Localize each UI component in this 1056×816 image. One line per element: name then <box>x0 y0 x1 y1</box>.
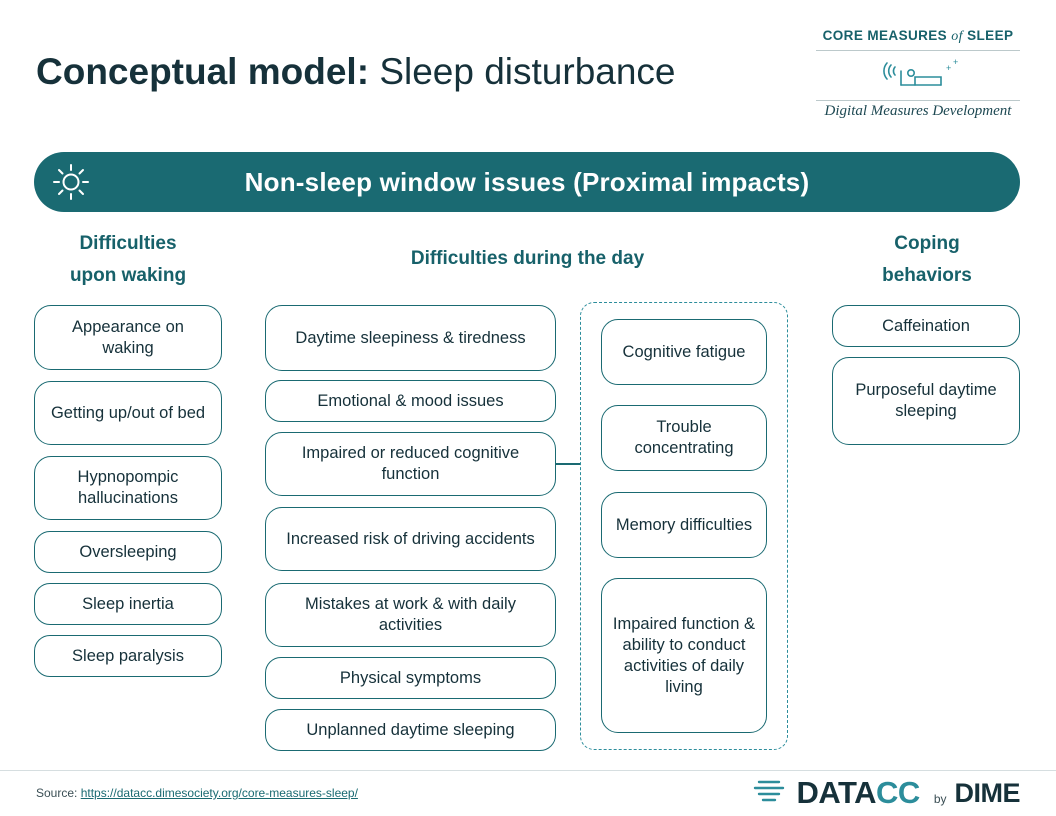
brand-logo-of: of <box>951 29 963 44</box>
footer-by-label: by <box>933 792 947 806</box>
footer-divider <box>0 770 1056 771</box>
column-heading-day: Difficulties during the day <box>410 248 645 269</box>
datacc-data: DATA <box>796 775 877 810</box>
brand-logo-sleep: SLEEP <box>967 28 1014 43</box>
datacc-cc: CC <box>876 775 920 810</box>
column-heading-waking <box>34 228 222 292</box>
item-memory-difficulties[interactable]: Memory difficulties <box>601 492 767 558</box>
svg-text:+: + <box>946 63 952 73</box>
page-title-light: Sleep disturbance <box>379 51 676 92</box>
column-heading-coping-line2: behaviors <box>882 265 972 286</box>
item-daytime-sleepiness-tiredness[interactable]: Daytime sleepiness & tiredness <box>265 305 556 371</box>
item-trouble-concentrating[interactable]: Trouble concentrating <box>601 405 767 471</box>
brand-logo-divider-top <box>816 50 1020 51</box>
page-title <box>36 50 676 94</box>
brand-logo <box>816 28 1020 120</box>
source-line <box>36 786 358 800</box>
item-purposeful-daytime-sleeping[interactable]: Purposeful daytime sleeping <box>832 357 1020 445</box>
item-increased-risk-driving-accidents[interactable]: Increased risk of driving accidents <box>265 507 556 571</box>
item-cognitive-fatigue[interactable]: Cognitive fatigue <box>601 319 767 385</box>
footer-logo <box>749 776 1020 810</box>
connector-line <box>556 463 581 465</box>
item-physical-symptoms[interactable]: Physical symptoms <box>265 657 556 699</box>
column-heading-coping <box>832 228 1022 292</box>
column-heading-waking-line1: Difficulties <box>79 233 177 254</box>
item-hypnopompic-hallucinations[interactable]: Hypnopompic hallucinations <box>34 456 222 520</box>
item-impaired-function-activities-daily-living[interactable]: Impaired function & ability to conduct activities of daily living <box>601 578 767 733</box>
bed-sleep-icon <box>816 53 1020 95</box>
header <box>36 28 1020 128</box>
item-impaired-reduced-cognitive-function[interactable]: Impaired or reduced cognitive function <box>265 432 556 496</box>
item-sleep-inertia[interactable]: Sleep inertia <box>34 583 222 625</box>
item-getting-up-out-of-bed[interactable]: Getting up/out of bed <box>34 381 222 445</box>
column-heading-coping-line1: Coping <box>894 233 960 254</box>
item-unplanned-daytime-sleeping[interactable]: Unplanned daytime sleeping <box>265 709 556 751</box>
section-banner <box>34 152 1020 212</box>
item-caffeination[interactable]: Caffeination <box>832 305 1020 347</box>
item-mistakes-at-work-daily-activities[interactable]: Mistakes at work & with daily activities <box>265 583 556 647</box>
column-heading-waking-line2: upon waking <box>69 265 187 286</box>
brand-logo-core-measures: CORE MEASURES <box>822 28 948 43</box>
item-sleep-paralysis[interactable]: Sleep paralysis <box>34 635 222 677</box>
page-title-strong: Conceptual model: <box>36 51 370 92</box>
source-label: Source: <box>36 786 78 800</box>
source-link[interactable]: https://datacc.dimesociety.org/core-measures-sleep/ <box>80 786 358 800</box>
datacc-wordmark <box>797 775 920 811</box>
item-appearance-on-waking[interactable]: Appearance on waking <box>34 305 222 370</box>
item-emotional-mood-issues[interactable]: Emotional & mood issues <box>265 380 556 422</box>
section-banner-title: Non-sleep window issues (Proximal impacts) <box>244 166 810 197</box>
datacc-mark-icon <box>749 775 797 812</box>
brand-logo-tagline: Digital Measures Development <box>824 103 1012 119</box>
sun-icon <box>34 160 108 204</box>
dime-wordmark: DIME <box>954 777 1020 808</box>
brand-logo-divider-bottom <box>816 100 1020 101</box>
brand-logo-top <box>816 28 1020 45</box>
svg-text:+: + <box>953 57 959 67</box>
item-oversleeping[interactable]: Oversleeping <box>34 531 222 573</box>
